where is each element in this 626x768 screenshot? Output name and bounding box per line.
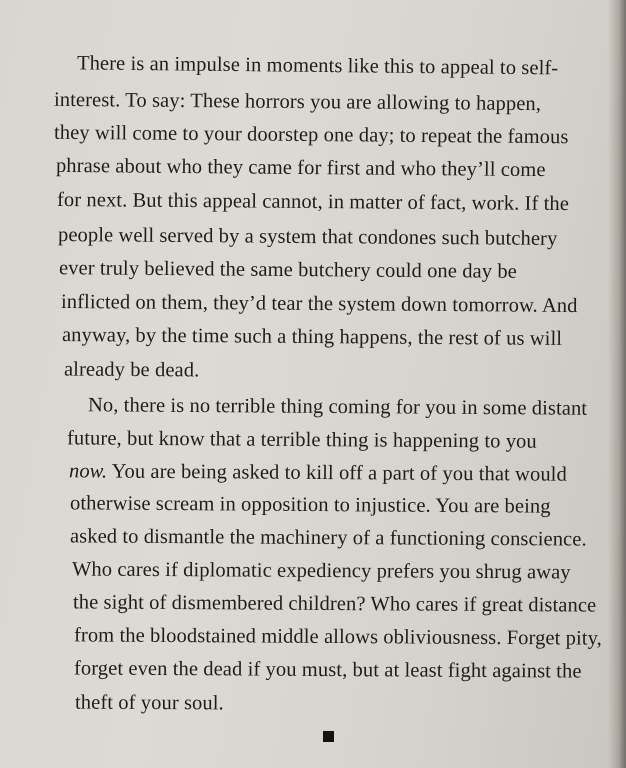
text-line: phrase about who they came for first and who they’ll come — [55, 154, 546, 182]
text-line: inflicted on them, they’d tear the system down tomorrow. And — [60, 290, 578, 318]
text-line: theft of your soul. — [74, 691, 224, 715]
text-line: anyway, by the time such a thing happens, the rest of us will — [61, 324, 563, 350]
text-line: future, but know that a terrible thing is happening to you — [66, 427, 537, 453]
text-line: No, there is no terrible thing coming for you in some distant — [87, 394, 588, 420]
text-line: Who cares if diplomatic expediency prefers you shrug away — [71, 558, 571, 584]
text-line: from the bloodstained middle allows obliviousness. Forget pity, — [73, 624, 602, 650]
text-line: for next. But this appeal cannot, in matter of fact, work. If the — [56, 188, 570, 216]
emphasis-now: now. — [68, 460, 108, 483]
text-line: interest. To say: These horrors you are allowing to happen, — [53, 88, 542, 116]
section-end-mark — [323, 731, 334, 742]
text-line: otherwise scream in opposition to injustice. You are being — [69, 492, 551, 518]
text-line: ever truly believed the same butchery could one day be — [58, 257, 518, 283]
page-binding-shadow — [608, 0, 626, 768]
text-line — [69, 460, 567, 486]
text-line: There is an impulse in moments like this to appeal to self- — [76, 52, 559, 80]
text-line: asked to dismantle the machinery of a functioning conscience. — [69, 525, 587, 551]
text-line: already be dead. — [63, 358, 200, 382]
text-line-remainder: You are being asked to kill off a part of you that would — [111, 460, 567, 486]
text-line: the sight of dismembered children? Who cares if great distance — [72, 591, 597, 617]
text-line: they will come to your doorstep one day; to repeat the famous — [53, 121, 569, 149]
text-line: forget even the dead if you must, but at least fight against the — [73, 657, 582, 683]
text-line: people well served by a system that condones such butchery — [57, 224, 558, 250]
